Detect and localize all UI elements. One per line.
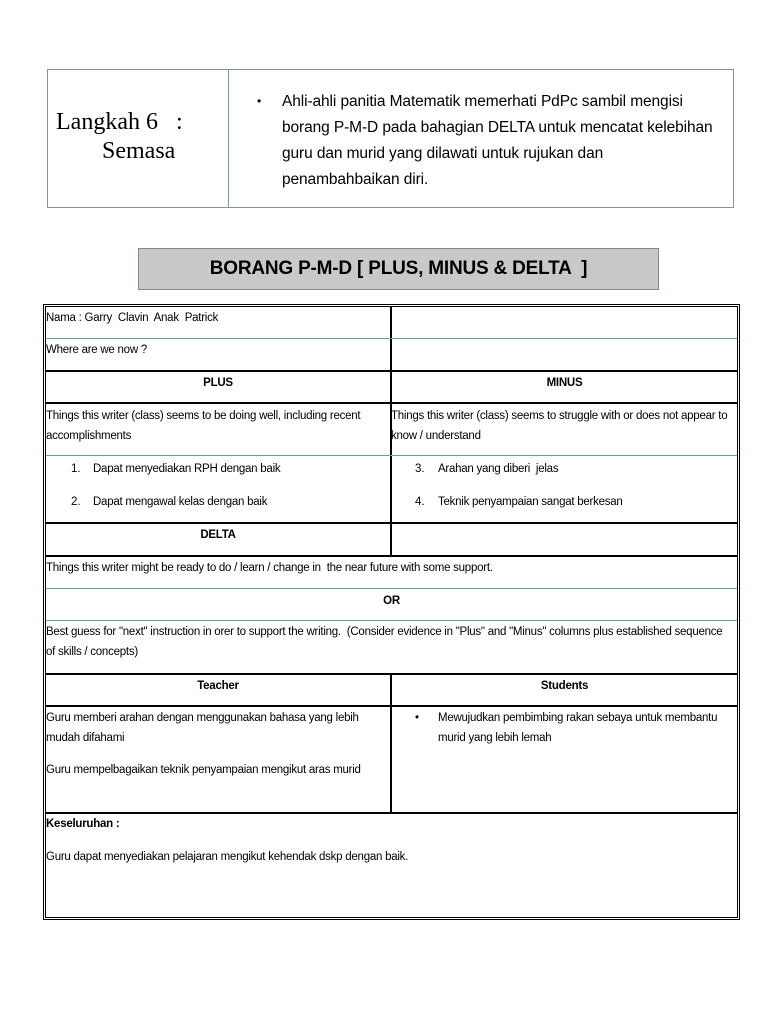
overall-comment: Guru dapat menyediakan pelajaran mengikut kehendak dskp dengan baik. — [46, 851, 409, 863]
minus-item-number: 3. — [415, 463, 425, 475]
row-divider — [46, 338, 737, 339]
or-label: OR — [383, 595, 400, 607]
row-divider — [46, 455, 737, 456]
row-divider — [46, 370, 737, 372]
step-box — [47, 69, 734, 208]
pmd-form-table — [43, 304, 740, 920]
minus-item: Teknik penyampaian sangat berkesan — [438, 496, 623, 508]
row-divider — [46, 588, 737, 589]
teacher-header: Teacher — [197, 680, 239, 692]
where-are-we-now: Where are we now ? — [46, 344, 147, 356]
row-divider — [46, 673, 737, 675]
plus-header: PLUS — [203, 377, 233, 389]
student-note: Mewujudkan pembimbing rakan sebaya untuk membantu murid yang lebih lemah — [438, 712, 721, 744]
delta-description: Things this writer might be ready to do / learn / change in the near future with some support. — [46, 562, 493, 574]
row-divider — [46, 620, 737, 621]
row-divider — [46, 522, 737, 524]
best-guess-instruction: Best guess for "next" instruction in orer to support the writing. (Consider evidence in "Plus" and "Minus" columns plus established sequence of skills / concepts) — [46, 626, 726, 658]
overall-label: Keseluruhan : — [46, 818, 120, 830]
row-divider — [46, 555, 737, 557]
minus-item: Arahan yang diberi jelas — [438, 463, 559, 475]
bullet-icon: • — [257, 94, 262, 108]
form-title: BORANG P-M-D [ PLUS, MINUS & DELTA ] — [138, 248, 659, 290]
minus-item-number: 4. — [415, 496, 425, 508]
step-label-cell — [48, 70, 229, 207]
plus-item: Dapat mengawal kelas dengan baik — [93, 496, 268, 508]
students-header: Students — [540, 680, 589, 692]
student-name: Nama : Garry Clavin Anak Patrick — [46, 312, 219, 324]
minus-header: MINUS — [546, 377, 583, 389]
plus-item-number: 2. — [71, 496, 81, 508]
bullet-icon: • — [415, 712, 420, 724]
plus-description: Things this writer (class) seems to be doing well, including recent accomplishments — [46, 410, 364, 442]
minus-description: Things this writer (class) seems to struggle with or does not appear to know / understand — [391, 410, 731, 442]
teacher-note: Guru memberi arahan dengan menggunakan bahasa yang lebih mudah difahami — [46, 712, 362, 744]
step-phase: Semasa — [102, 138, 176, 164]
teacher-note: Guru mempelbagaikan teknik penyampaian mengikut aras murid — [46, 764, 361, 776]
row-divider — [46, 705, 737, 707]
row-divider — [46, 402, 737, 404]
delta-header: DELTA — [200, 529, 236, 541]
plus-item: Dapat menyediakan RPH dengan baik — [93, 463, 281, 475]
step-label: Langkah 6 : — [56, 109, 183, 135]
plus-item-number: 1. — [71, 463, 81, 475]
step-description: Ahli-ahli panitia Matematik memerhati PdPc sambil mengisi borang P-M-D pada bahagian DELTA untuk mencatat kelebihan guru dan murid yang dilawati untuk rujukan dan penambahbaikan diri. — [282, 93, 717, 188]
